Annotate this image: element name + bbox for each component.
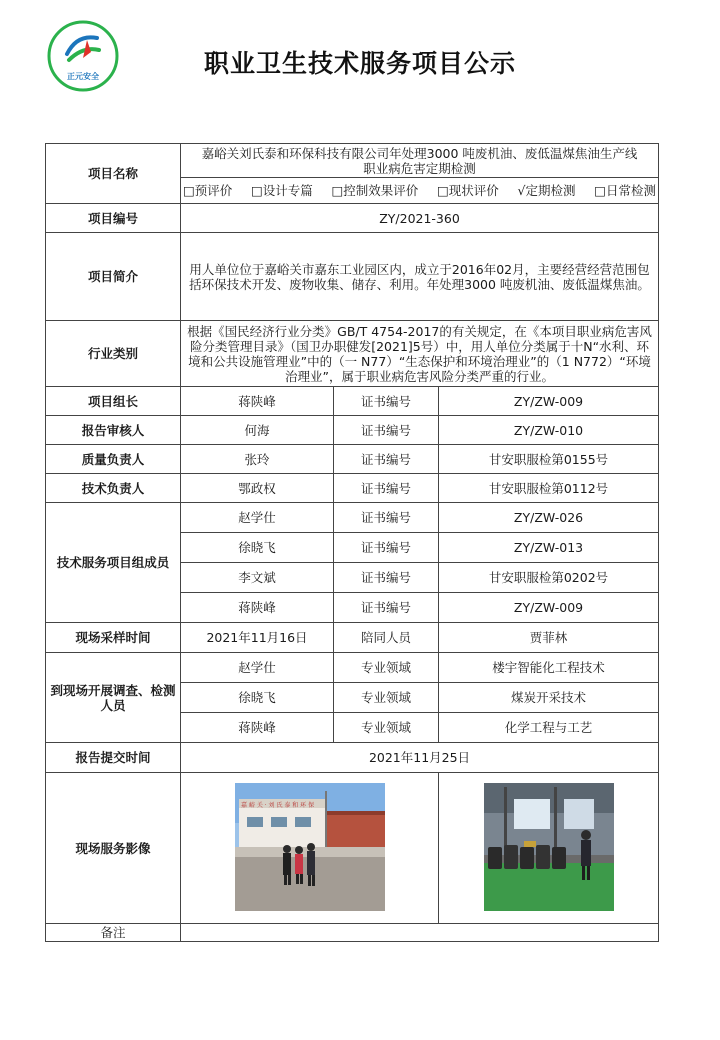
industry-value: 根据《国民经济行业分类》GB/T 4754-2017的有关规定，在《本项目职业病危害风险分类管理目录》（国卫办职健发[2021]5号）中，用人单位分类属于十N“水利、环境和公共设施管理业”中的（一 N77）“生态保护和环境治理业”的（1 N772）“环境治理业”，属于职业病危害风险分类严重的行业。: [181, 321, 659, 387]
quality-label: 质量负责人: [46, 445, 181, 474]
project-name-line1: 嘉峪关刘氏泰和环保科技有限公司年处理3000 吨废机油、废低温煤焦油生产线: [201, 145, 638, 161]
field-label: 专业领域: [334, 683, 439, 713]
remarks-value: [181, 924, 659, 942]
company-logo: [47, 20, 119, 92]
industry-label: 行业类别: [46, 321, 181, 387]
site-photo-entrance: [235, 783, 385, 911]
quality-cert: 甘安职服检第0155号: [439, 445, 659, 474]
row-quality-manager: [46, 445, 659, 474]
sampling-label: 现场采样时间: [46, 623, 181, 653]
project-summary-value: 用人单位位于嘉峪关市嘉东工业园区内，成立于2016年02月，主要经营经营范围包括环保技术开发、废物收集、储存、利用。年处理3000 吨废机油、废低温煤焦油。: [181, 233, 659, 321]
row-project-summary: [46, 233, 659, 321]
project-name-line2: 职业病危害定期检测: [363, 160, 476, 176]
row-sampling-time: [46, 623, 659, 653]
sampling-date: 2021年11月16日: [181, 623, 334, 653]
row-member: [46, 503, 659, 533]
project-number-value: ZY/2021-360: [181, 204, 659, 233]
field-label: 专业领域: [334, 713, 439, 743]
member-cert: ZY/ZW-013: [439, 533, 659, 563]
field-label: 专业领域: [334, 653, 439, 683]
site-images-label: 现场服务影像: [46, 773, 181, 924]
technical-label: 技术负责人: [46, 474, 181, 503]
cert-label: 证书编号: [334, 503, 439, 533]
quality-name: 张玲: [181, 445, 334, 474]
row-project-leader: [46, 387, 659, 416]
check-design: □设计专篇: [251, 183, 313, 198]
check-pre-evaluation: □预评价: [183, 183, 233, 198]
check-daily-detection: □日常检测: [594, 183, 656, 198]
member-cert: 甘安职服检第0202号: [439, 563, 659, 593]
members-label: 技术服务项目组成员: [46, 503, 181, 623]
cert-label: 证书编号: [334, 593, 439, 623]
row-industry: [46, 321, 659, 387]
submit-date: 2021年11月25日: [181, 743, 659, 773]
project-info-table: [45, 143, 659, 942]
field-staff-name: 赵学仕: [181, 653, 334, 683]
check-periodic-detection: √定期检测: [517, 183, 576, 198]
evaluation-type-checks: [181, 178, 658, 203]
project-number-label: 项目编号: [46, 204, 181, 233]
cert-label: 证书编号: [334, 533, 439, 563]
field-staff-field: 楼宇智能化工程技术: [439, 653, 659, 683]
cert-label: 证书编号: [334, 445, 439, 474]
companion-label: 陪同人员: [334, 623, 439, 653]
field-staff-label: 到现场开展调查、检测人员: [46, 653, 181, 743]
member-name: 李文斌: [181, 563, 334, 593]
leader-cert: ZY/ZW-009: [439, 387, 659, 416]
row-field-staff: [46, 653, 659, 683]
field-staff-field: 煤炭开采技术: [439, 683, 659, 713]
cert-label: 证书编号: [334, 416, 439, 445]
field-staff-field: 化学工程与工艺: [439, 713, 659, 743]
row-project-number: [46, 204, 659, 233]
logo-text: 正元安全: [67, 72, 99, 81]
member-cert: ZY/ZW-026: [439, 503, 659, 533]
row-project-name: [46, 144, 659, 204]
member-cert: ZY/ZW-009: [439, 593, 659, 623]
site-photo-workshop: [484, 783, 614, 911]
leader-label: 项目组长: [46, 387, 181, 416]
reviewer-cert: ZY/ZW-010: [439, 416, 659, 445]
field-staff-name: 徐晓飞: [181, 683, 334, 713]
project-name-label: 项目名称: [46, 144, 181, 204]
row-reviewer: [46, 416, 659, 445]
row-site-images: [46, 773, 659, 924]
row-technical-manager: [46, 474, 659, 503]
cert-label: 证书编号: [334, 387, 439, 416]
check-status-evaluation: □现状评价: [437, 183, 499, 198]
remarks-label: 备注: [46, 924, 181, 942]
page-title: 职业卫生技术服务项目公示: [203, 49, 516, 78]
field-staff-name: 蒋陕峰: [181, 713, 334, 743]
technical-cert: 甘安职服检第0112号: [439, 474, 659, 503]
project-summary-label: 项目简介: [46, 233, 181, 321]
row-submit-time: [46, 743, 659, 773]
cert-label: 证书编号: [334, 563, 439, 593]
reviewer-name: 何海: [181, 416, 334, 445]
photo-sign-text: 嘉 峪 关 · 刘 氏 泰 和 环 保: [240, 801, 314, 809]
companion-name: 贾菲林: [439, 623, 659, 653]
member-name: 赵学仕: [181, 503, 334, 533]
reviewer-label: 报告审核人: [46, 416, 181, 445]
row-remarks: [46, 924, 659, 942]
cert-label: 证书编号: [334, 474, 439, 503]
member-name: 徐晓飞: [181, 533, 334, 563]
check-control-effect: □控制效果评价: [331, 183, 419, 198]
leader-name: 蒋陕峰: [181, 387, 334, 416]
technical-name: 鄂政权: [181, 474, 334, 503]
submit-label: 报告提交时间: [46, 743, 181, 773]
member-name: 蒋陕峰: [181, 593, 334, 623]
